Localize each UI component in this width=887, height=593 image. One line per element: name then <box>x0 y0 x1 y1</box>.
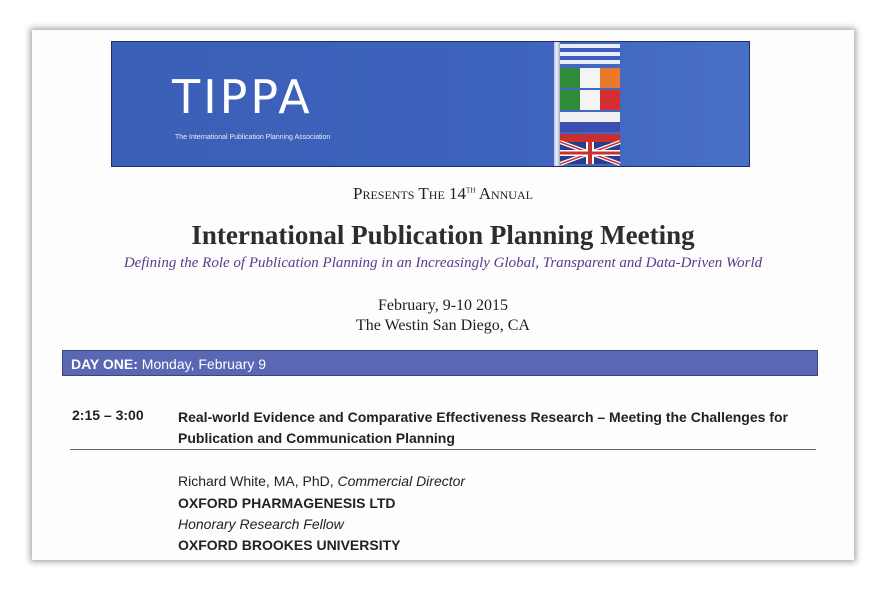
speaker-org-1: OXFORD PHARMAGENESIS LTD <box>178 495 396 511</box>
divider <box>70 449 816 450</box>
logo-subtitle: The International Publication Planning Association <box>175 134 331 141</box>
meeting-date: February, 9-10 2015 <box>377 297 509 314</box>
speaker-line <box>178 473 465 489</box>
speaker-name: Richard White, MA, PhD, <box>178 473 334 489</box>
day-date: Monday, February 9 <box>137 356 267 372</box>
speaker-title-2: Honorary Research Fellow <box>178 516 344 532</box>
header-banner <box>111 41 750 167</box>
meeting-title: International Publication Planning Meeting <box>191 220 695 250</box>
document-page <box>32 30 854 560</box>
tippa-logo: TIPPA <box>172 70 313 124</box>
speaker-org-2: OXFORD BROOKES UNIVERSITY <box>178 537 401 553</box>
session-time: 2:15 – 3:00 <box>72 407 144 423</box>
flags-illustration <box>560 42 630 166</box>
presents-ordinal: th <box>466 184 476 196</box>
meeting-subtitle: Defining the Role of Publication Planning in an Increasingly Global, Transparent and Data-Driven World <box>123 255 763 271</box>
presents-suffix: Annual <box>475 184 533 203</box>
presents-line <box>32 184 854 204</box>
presents-prefix: Presents The 14 <box>353 184 467 203</box>
speaker-role: Commercial Director <box>333 473 466 489</box>
session-title: Real-world Evidence and Comparative Effectiveness Research – Meeting the Challenges for Publication and Communication Planning <box>178 409 788 446</box>
day-one-bar <box>62 350 818 376</box>
meeting-venue: The Westin San Diego, CA <box>356 317 530 334</box>
day-label: DAY ONE: <box>71 356 138 372</box>
